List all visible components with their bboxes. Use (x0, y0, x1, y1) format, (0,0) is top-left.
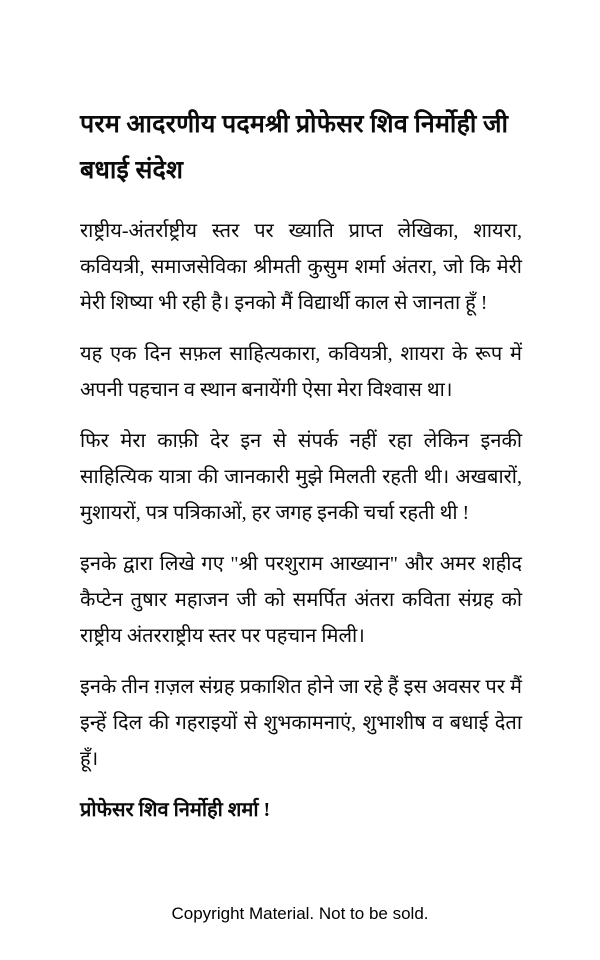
page-title: परम आदरणीय पदमश्री प्रोफेसर शिव निर्मोही जी बधाई संदेश (80, 111, 509, 185)
footer-copyright: Copyright Material. Not to be sold. (171, 904, 429, 923)
paragraph-belief: यह एक दिन सफ़ल साहित्यकारा, कवियत्री, शायरा के रूप में अपनी पहचान व स्थान बनायेंगी ऐसा मेरा विश्वास था। (80, 342, 522, 401)
paragraph-contact: फिर मेरा काफ़ी देर इन से संपर्क नहीं रहा लेकिन इनकी साहित्यिक यात्रा की जानकारी मुझे मिलती रहती थी। अखबारों, मुशायरों, पत्र पत्रिकाओं, हर जगह इनकी चर्चा रहती थी ! (80, 429, 522, 524)
signature-line: प्रोफेसर शिव निर्मोही शर्मा ! (80, 798, 271, 821)
paragraph-wishes: इनके तीन ग़ज़ल संग्रह प्रकाशित होने जा रहे हैं इस अवसर पर मैं इन्हें दिल की गहराइयों से शुभकामनाएं, शुभाशीष व बधाई देता हूँ। (80, 675, 522, 770)
paragraph-intro: राष्ट्रीय-अंतर्राष्ट्रीय स्तर पर ख्याति प्राप्त लेखिका, शायरा, कवियत्री, समाजसेविका श्रीमती कुसुम शर्मा अंतरा, जो कि मेरी मेरी शिष्या भी रही है। इनको मैं विद्यार्थी काल से जानता हूँ ! (80, 219, 522, 314)
paragraph-works: इनके द्वारा लिखे गए "श्री परशुराम आख्यान" और अमर शहीद कैप्टेन तुषार महाजन जी को समर्पित अंतरा कविता संग्रह को राष्ट्रीय अंतरराष्ट्रीय स्तर पर पहचान मिली। (80, 552, 522, 647)
